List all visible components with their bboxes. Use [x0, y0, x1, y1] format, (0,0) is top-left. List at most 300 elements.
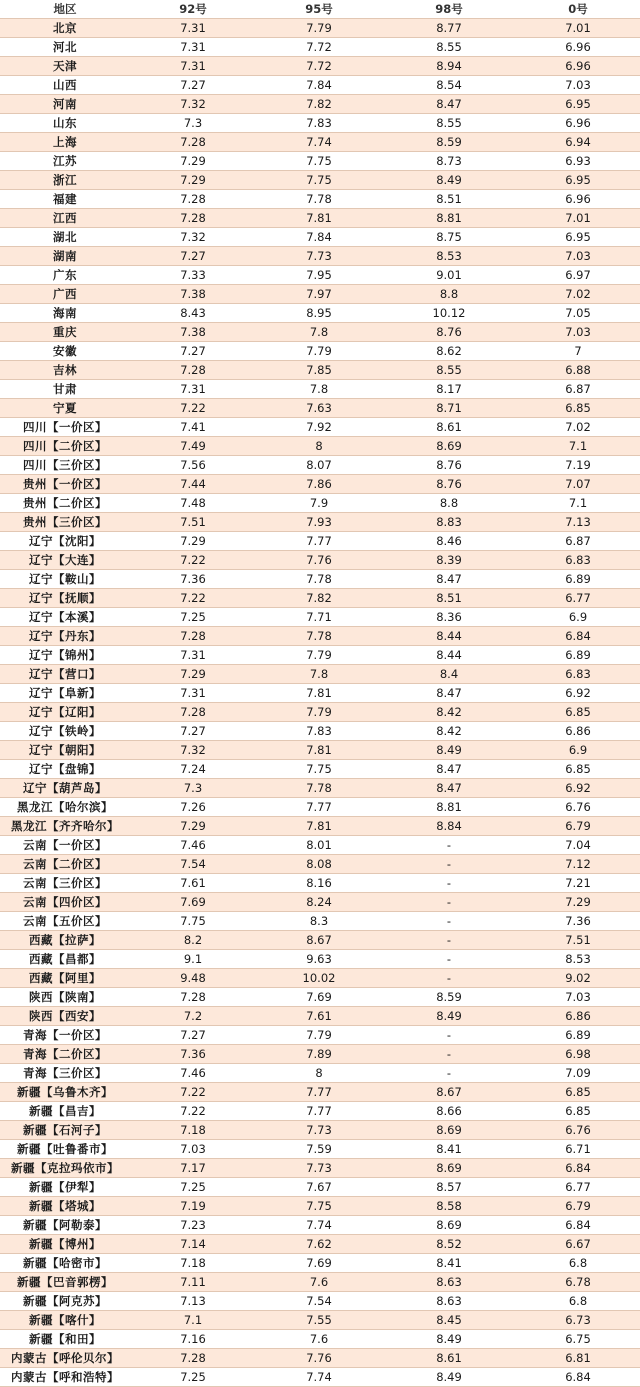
price-98-cell: 9.01 [382, 266, 516, 285]
price-92-cell: 7.18 [130, 1254, 256, 1273]
region-cell: 贵州【三价区】 [0, 513, 130, 532]
price-98-cell: 8.62 [382, 342, 516, 361]
table-row [0, 760, 640, 779]
price-95-cell: 7.75 [256, 760, 382, 779]
region-cell: 贵州【一价区】 [0, 475, 130, 494]
price-92-cell: 7.16 [130, 1330, 256, 1349]
region-cell: 云南【四价区】 [0, 893, 130, 912]
price-95-cell: 7.78 [256, 627, 382, 646]
price-0-cell: 6.8 [516, 1292, 640, 1311]
price-0-cell: 6.75 [516, 1330, 640, 1349]
price-95-cell: 7.83 [256, 114, 382, 133]
price-95-cell: 7.79 [256, 646, 382, 665]
price-98-cell: 8.41 [382, 1140, 516, 1159]
price-98-cell: 8.47 [382, 779, 516, 798]
price-0-cell: 7.09 [516, 1064, 640, 1083]
price-95-cell: 7.73 [256, 1121, 382, 1140]
price-95-cell: 8.16 [256, 874, 382, 893]
price-95-cell: 7.77 [256, 532, 382, 551]
region-cell: 河北 [0, 38, 130, 57]
price-98-cell: 8.8 [382, 285, 516, 304]
table-row [0, 342, 640, 361]
price-92-cell: 7.11 [130, 1273, 256, 1292]
table-row [0, 1292, 640, 1311]
price-98-cell: 8.63 [382, 1292, 516, 1311]
price-95-cell: 7.83 [256, 722, 382, 741]
price-92-cell: 7.2 [130, 1007, 256, 1026]
price-0-cell: 6.78 [516, 1273, 640, 1292]
region-cell: 贵州【二价区】 [0, 494, 130, 513]
table-row [0, 323, 640, 342]
price-95-cell: 7.63 [256, 399, 382, 418]
region-cell: 新疆【巴音郭楞】 [0, 1273, 130, 1292]
price-92-cell: 7.22 [130, 1102, 256, 1121]
price-98-cell: 8.63 [382, 1273, 516, 1292]
table-row [0, 627, 640, 646]
price-95-cell: 7.84 [256, 228, 382, 247]
price-98-cell: 8.49 [382, 1330, 516, 1349]
region-cell: 辽宁【抚顺】 [0, 589, 130, 608]
price-0-cell: 7.12 [516, 855, 640, 874]
price-95-cell: 7.54 [256, 1292, 382, 1311]
price-0-cell: 7.03 [516, 323, 640, 342]
region-cell: 陕西【西安】 [0, 1007, 130, 1026]
price-95-cell: 7.8 [256, 380, 382, 399]
region-cell: 新疆【和田】 [0, 1330, 130, 1349]
price-95-cell: 7.82 [256, 95, 382, 114]
table-row [0, 779, 640, 798]
price-92-cell: 7.38 [130, 285, 256, 304]
price-0-cell: 7.03 [516, 76, 640, 95]
price-0-cell: 7.19 [516, 456, 640, 475]
price-92-cell: 7.36 [130, 1045, 256, 1064]
price-95-cell: 7.69 [256, 1254, 382, 1273]
price-98-cell: 8.75 [382, 228, 516, 247]
price-92-cell: 7.22 [130, 589, 256, 608]
price-95-cell: 7.81 [256, 684, 382, 703]
price-95-cell: 7.82 [256, 589, 382, 608]
price-95-cell: 7.77 [256, 1102, 382, 1121]
region-cell: 广西 [0, 285, 130, 304]
price-92-cell: 7.31 [130, 646, 256, 665]
header-row [0, 0, 640, 19]
region-cell: 辽宁【铁岭】 [0, 722, 130, 741]
price-98-cell: - [382, 969, 516, 988]
price-0-cell: 6.9 [516, 741, 640, 760]
region-cell: 北京 [0, 19, 130, 38]
price-0-cell: 7 [516, 342, 640, 361]
price-0-cell: 8.53 [516, 950, 640, 969]
price-98-cell: 8.49 [382, 171, 516, 190]
price-92-cell: 7.29 [130, 817, 256, 836]
region-cell: 辽宁【朝阳】 [0, 741, 130, 760]
price-98-cell: 8.61 [382, 1349, 516, 1368]
price-0-cell: 7.1 [516, 437, 640, 456]
price-98-cell: 8.51 [382, 589, 516, 608]
price-98-cell: 8.41 [382, 1254, 516, 1273]
region-cell: 辽宁【营口】 [0, 665, 130, 684]
price-98-cell: - [382, 893, 516, 912]
price-0-cell: 6.96 [516, 190, 640, 209]
region-cell: 河南 [0, 95, 130, 114]
price-95-cell: 7.81 [256, 741, 382, 760]
region-cell: 新疆【吐鲁番市】 [0, 1140, 130, 1159]
header-95: 95号 [256, 0, 382, 19]
price-95-cell: 7.79 [256, 703, 382, 722]
region-cell: 青海【二价区】 [0, 1045, 130, 1064]
price-92-cell: 7.3 [130, 114, 256, 133]
table-row [0, 247, 640, 266]
price-92-cell: 7.33 [130, 266, 256, 285]
table-row [0, 988, 640, 1007]
region-cell: 新疆【伊犁】 [0, 1178, 130, 1197]
price-95-cell: 7.78 [256, 190, 382, 209]
price-0-cell: 6.84 [516, 1368, 640, 1387]
table-row [0, 437, 640, 456]
price-0-cell: 6.96 [516, 57, 640, 76]
price-95-cell: 7.93 [256, 513, 382, 532]
price-92-cell: 7.46 [130, 836, 256, 855]
price-92-cell: 7.27 [130, 1026, 256, 1045]
table-row [0, 1273, 640, 1292]
price-92-cell: 7.22 [130, 1083, 256, 1102]
price-0-cell: 6.89 [516, 1026, 640, 1045]
region-cell: 西藏【昌都】 [0, 950, 130, 969]
table-row [0, 874, 640, 893]
price-95-cell: 7.8 [256, 665, 382, 684]
table-row [0, 1216, 640, 1235]
table-row [0, 57, 640, 76]
price-98-cell: 8.53 [382, 247, 516, 266]
price-98-cell: 8.42 [382, 722, 516, 741]
table-row [0, 836, 640, 855]
price-0-cell: 7.21 [516, 874, 640, 893]
region-cell: 四川【二价区】 [0, 437, 130, 456]
price-95-cell: 7.79 [256, 342, 382, 361]
table-row [0, 38, 640, 57]
price-95-cell: 7.59 [256, 1140, 382, 1159]
table-row [0, 456, 640, 475]
price-98-cell: 8.39 [382, 551, 516, 570]
price-0-cell: 6.76 [516, 798, 640, 817]
region-cell: 上海 [0, 133, 130, 152]
region-cell: 福建 [0, 190, 130, 209]
region-cell: 辽宁【盘锦】 [0, 760, 130, 779]
price-92-cell: 7.13 [130, 1292, 256, 1311]
price-95-cell: 7.67 [256, 1178, 382, 1197]
price-98-cell: 8.17 [382, 380, 516, 399]
region-cell: 新疆【哈密市】 [0, 1254, 130, 1273]
table-row [0, 608, 640, 627]
region-cell: 四川【一价区】 [0, 418, 130, 437]
price-92-cell: 7.28 [130, 361, 256, 380]
price-98-cell: 8.55 [382, 38, 516, 57]
price-98-cell: 8.61 [382, 418, 516, 437]
price-0-cell: 6.95 [516, 228, 640, 247]
price-92-cell: 8.43 [130, 304, 256, 323]
price-0-cell: 7.02 [516, 285, 640, 304]
price-98-cell: - [382, 1045, 516, 1064]
price-92-cell: 7.69 [130, 893, 256, 912]
price-92-cell: 7.19 [130, 1197, 256, 1216]
price-98-cell: 8.69 [382, 1159, 516, 1178]
price-98-cell: 8.59 [382, 988, 516, 1007]
price-0-cell: 6.98 [516, 1045, 640, 1064]
price-95-cell: 7.9 [256, 494, 382, 513]
price-95-cell: 7.77 [256, 798, 382, 817]
price-0-cell: 6.93 [516, 152, 640, 171]
price-0-cell: 6.85 [516, 399, 640, 418]
price-0-cell: 6.86 [516, 722, 640, 741]
region-cell: 辽宁【丹东】 [0, 627, 130, 646]
region-cell: 海南 [0, 304, 130, 323]
table-row [0, 1330, 640, 1349]
price-98-cell: 8.49 [382, 741, 516, 760]
price-92-cell: 7.14 [130, 1235, 256, 1254]
table-row [0, 399, 640, 418]
price-0-cell: 6.79 [516, 817, 640, 836]
region-cell: 新疆【昌吉】 [0, 1102, 130, 1121]
table-row [0, 1102, 640, 1121]
price-0-cell: 7.01 [516, 19, 640, 38]
price-92-cell: 7.31 [130, 57, 256, 76]
price-92-cell: 7.31 [130, 19, 256, 38]
price-92-cell: 7.28 [130, 190, 256, 209]
price-95-cell: 7.81 [256, 817, 382, 836]
table-row [0, 855, 640, 874]
price-92-cell: 7.41 [130, 418, 256, 437]
table-row [0, 969, 640, 988]
table-row [0, 190, 640, 209]
region-cell: 安徽 [0, 342, 130, 361]
table-row [0, 152, 640, 171]
price-95-cell: 7.62 [256, 1235, 382, 1254]
price-0-cell: 6.87 [516, 532, 640, 551]
region-cell: 湖南 [0, 247, 130, 266]
price-92-cell: 7.29 [130, 171, 256, 190]
price-98-cell: 8.45 [382, 1311, 516, 1330]
table-row [0, 1197, 640, 1216]
price-92-cell: 7.31 [130, 684, 256, 703]
table-row [0, 285, 640, 304]
table-body [0, 19, 640, 1387]
price-92-cell: 7.28 [130, 133, 256, 152]
price-95-cell: 7.74 [256, 1368, 382, 1387]
price-95-cell: 7.72 [256, 57, 382, 76]
region-cell: 辽宁【辽阳】 [0, 703, 130, 722]
price-92-cell: 7.22 [130, 551, 256, 570]
price-95-cell: 7.79 [256, 1026, 382, 1045]
price-92-cell: 7.49 [130, 437, 256, 456]
price-95-cell: 7.74 [256, 1216, 382, 1235]
region-cell: 甘肃 [0, 380, 130, 399]
region-cell: 新疆【博州】 [0, 1235, 130, 1254]
price-95-cell: 7.69 [256, 988, 382, 1007]
price-98-cell: 8.44 [382, 627, 516, 646]
region-cell: 云南【三价区】 [0, 874, 130, 893]
table-row [0, 1064, 640, 1083]
price-98-cell: 8.55 [382, 114, 516, 133]
price-98-cell: - [382, 1026, 516, 1045]
region-cell: 新疆【克拉玛依市】 [0, 1159, 130, 1178]
price-0-cell: 7.02 [516, 418, 640, 437]
price-0-cell: 6.94 [516, 133, 640, 152]
price-95-cell: 7.97 [256, 285, 382, 304]
price-95-cell: 7.72 [256, 38, 382, 57]
table-row [0, 1349, 640, 1368]
price-0-cell: 6.84 [516, 1216, 640, 1235]
price-98-cell: 8.81 [382, 209, 516, 228]
price-0-cell: 7.03 [516, 247, 640, 266]
price-92-cell: 7.25 [130, 1368, 256, 1387]
table-row [0, 304, 640, 323]
price-98-cell: 8.44 [382, 646, 516, 665]
table-row [0, 893, 640, 912]
price-98-cell: - [382, 1064, 516, 1083]
region-cell: 西藏【阿里】 [0, 969, 130, 988]
price-98-cell: 8.47 [382, 570, 516, 589]
price-0-cell: 6.88 [516, 361, 640, 380]
table-row [0, 684, 640, 703]
table-row [0, 589, 640, 608]
price-95-cell: 8.95 [256, 304, 382, 323]
price-0-cell: 7.05 [516, 304, 640, 323]
table-row [0, 532, 640, 551]
price-0-cell: 6.73 [516, 1311, 640, 1330]
table-row [0, 1311, 640, 1330]
region-cell: 江苏 [0, 152, 130, 171]
price-92-cell: 7.38 [130, 323, 256, 342]
price-92-cell: 7.25 [130, 1178, 256, 1197]
price-98-cell: 8.49 [382, 1368, 516, 1387]
table-row [0, 380, 640, 399]
price-92-cell: 7.44 [130, 475, 256, 494]
price-95-cell: 7.89 [256, 1045, 382, 1064]
price-95-cell: 7.85 [256, 361, 382, 380]
price-98-cell: 8.94 [382, 57, 516, 76]
price-92-cell: 7.31 [130, 380, 256, 399]
price-98-cell: 8.69 [382, 1216, 516, 1235]
price-92-cell: 7.27 [130, 722, 256, 741]
price-98-cell: 8.69 [382, 437, 516, 456]
price-92-cell: 7.29 [130, 532, 256, 551]
region-cell: 青海【三价区】 [0, 1064, 130, 1083]
price-95-cell: 10.02 [256, 969, 382, 988]
price-0-cell: 9.02 [516, 969, 640, 988]
price-95-cell: 7.84 [256, 76, 382, 95]
price-95-cell: 7.73 [256, 247, 382, 266]
price-92-cell: 9.48 [130, 969, 256, 988]
header-92: 92号 [130, 0, 256, 19]
region-cell: 西藏【拉萨】 [0, 931, 130, 950]
region-cell: 新疆【阿勒泰】 [0, 1216, 130, 1235]
price-95-cell: 8.08 [256, 855, 382, 874]
price-0-cell: 6.96 [516, 114, 640, 133]
price-92-cell: 8.2 [130, 931, 256, 950]
price-92-cell: 7.1 [130, 1311, 256, 1330]
region-cell: 湖北 [0, 228, 130, 247]
region-cell: 青海【一价区】 [0, 1026, 130, 1045]
price-98-cell: 8.66 [382, 1102, 516, 1121]
price-98-cell: 8.84 [382, 817, 516, 836]
table-row [0, 76, 640, 95]
region-cell: 新疆【石河子】 [0, 1121, 130, 1140]
price-92-cell: 7.27 [130, 247, 256, 266]
price-95-cell: 7.55 [256, 1311, 382, 1330]
price-98-cell: 8.47 [382, 95, 516, 114]
price-92-cell: 7.28 [130, 703, 256, 722]
table-row [0, 19, 640, 38]
price-95-cell: 7.75 [256, 1197, 382, 1216]
table-row [0, 1254, 640, 1273]
table-row [0, 494, 640, 513]
table-row [0, 95, 640, 114]
region-cell: 新疆【阿克苏】 [0, 1292, 130, 1311]
table-row [0, 741, 640, 760]
region-cell: 广东 [0, 266, 130, 285]
price-92-cell: 7.32 [130, 95, 256, 114]
price-95-cell: 7.75 [256, 171, 382, 190]
price-0-cell: 6.84 [516, 1159, 640, 1178]
price-98-cell: 8.76 [382, 475, 516, 494]
table-row [0, 266, 640, 285]
price-92-cell: 7.31 [130, 38, 256, 57]
price-98-cell: - [382, 874, 516, 893]
region-cell: 陕西【陕南】 [0, 988, 130, 1007]
price-92-cell: 7.03 [130, 1140, 256, 1159]
price-98-cell: - [382, 950, 516, 969]
price-0-cell: 6.9 [516, 608, 640, 627]
price-0-cell: 6.95 [516, 95, 640, 114]
price-95-cell: 8.01 [256, 836, 382, 855]
region-cell: 重庆 [0, 323, 130, 342]
table-row [0, 1121, 640, 1140]
price-92-cell: 7.36 [130, 570, 256, 589]
price-92-cell: 7.25 [130, 608, 256, 627]
price-0-cell: 6.89 [516, 646, 640, 665]
table-row [0, 475, 640, 494]
price-98-cell: 8.36 [382, 608, 516, 627]
table-row [0, 1026, 640, 1045]
price-95-cell: 7.8 [256, 323, 382, 342]
price-92-cell: 7.32 [130, 741, 256, 760]
price-92-cell: 7.61 [130, 874, 256, 893]
price-95-cell: 9.63 [256, 950, 382, 969]
price-95-cell: 7.6 [256, 1330, 382, 1349]
price-98-cell: 8.46 [382, 532, 516, 551]
price-98-cell: - [382, 836, 516, 855]
region-cell: 宁夏 [0, 399, 130, 418]
region-cell: 黑龙江【哈尔滨】 [0, 798, 130, 817]
region-cell: 山东 [0, 114, 130, 133]
price-98-cell: 8.55 [382, 361, 516, 380]
price-0-cell: 6.67 [516, 1235, 640, 1254]
price-0-cell: 6.84 [516, 627, 640, 646]
price-92-cell: 7.51 [130, 513, 256, 532]
price-98-cell: 8.73 [382, 152, 516, 171]
table-row [0, 418, 640, 437]
price-98-cell: 8.58 [382, 1197, 516, 1216]
price-98-cell: - [382, 855, 516, 874]
price-0-cell: 7.13 [516, 513, 640, 532]
table-row [0, 133, 640, 152]
price-0-cell: 7.03 [516, 988, 640, 1007]
price-95-cell: 7.77 [256, 1083, 382, 1102]
region-cell: 辽宁【锦州】 [0, 646, 130, 665]
price-92-cell: 7.28 [130, 627, 256, 646]
price-92-cell: 7.27 [130, 76, 256, 95]
price-92-cell: 7.28 [130, 988, 256, 1007]
